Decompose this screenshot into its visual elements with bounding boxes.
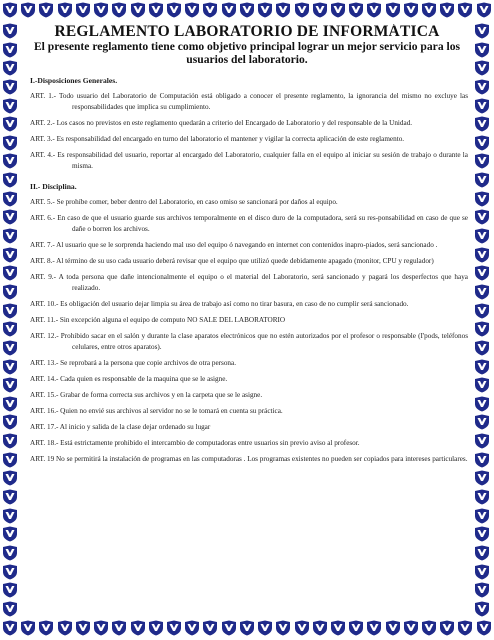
shield-icon <box>20 620 36 636</box>
shield-icon <box>202 2 218 18</box>
shield-icon <box>148 2 164 18</box>
shield-icon <box>93 620 109 636</box>
shield-icon <box>75 620 91 636</box>
shield-icon <box>439 2 455 18</box>
shield-icon <box>2 582 18 598</box>
shield-icon <box>474 247 490 263</box>
shield-icon <box>474 340 490 356</box>
shield-icon <box>2 414 18 430</box>
shield-icon <box>474 601 490 617</box>
shield-icon <box>257 2 273 18</box>
shield-icon <box>474 470 490 486</box>
article: ART. 9.- A toda persona que dañe intencionalmente el equipo o el material del Laboratorio, será sancionado y pagará los desperfectos que haya realizado. <box>30 273 468 292</box>
shield-icon <box>148 620 164 636</box>
shield-icon <box>38 620 54 636</box>
article: ART. 10.- Es obligación del usuario dejar limpia su área de trabajo así como no tirar basura, en caso de no cumplir será sancionado. <box>30 300 409 308</box>
shield-icon <box>2 620 18 636</box>
shield-icon <box>57 2 73 18</box>
shield-icon <box>474 153 490 169</box>
shield-icon <box>474 191 490 207</box>
shield-icon <box>474 545 490 561</box>
shield-icon <box>2 321 18 337</box>
shield-icon <box>474 135 490 151</box>
shield-icon <box>474 359 490 375</box>
article: ART. 8.- Al término de su uso cada usuario deberá revisar que el equipo que utilizó quede debidamente apagado (monitor, CPU y regulador) <box>30 257 434 265</box>
shield-icon <box>2 303 18 319</box>
shield-icon <box>348 2 364 18</box>
shield-icon <box>2 564 18 580</box>
document-title: REGLAMENTO LABORATORIO DE INFORMÁTICA <box>54 24 440 40</box>
shield-icon <box>2 508 18 524</box>
shield-icon <box>2 42 18 58</box>
article: ART. 5.- Se prohíbe comer, beber dentro del Laboratorio, en caso omiso se sancionará por daños al equipo. <box>30 198 338 206</box>
shield-icon <box>2 209 18 225</box>
shield-icon <box>330 2 346 18</box>
shield-icon <box>2 489 18 505</box>
shield-icon <box>2 60 18 76</box>
shield-icon <box>275 2 291 18</box>
shield-icon <box>2 601 18 617</box>
shield-icon <box>221 620 237 636</box>
shield-icon <box>457 2 473 18</box>
article: ART. 7.- Al usuario que se le sorprenda haciendo mal uso del equipo ó navegando en internet con contenidos inapro-piados, será sancionado . <box>30 241 438 249</box>
shield-icon <box>474 433 490 449</box>
article: ART. 12.- Prohibido sacar en el salón y durante la clase aparatos electrónicos que no estén autorizados por el profesor o responsable (I'pods, teléfonos celulares, entre otros aparatos). <box>30 332 468 351</box>
shield-icon <box>2 452 18 468</box>
shield-icon <box>439 620 455 636</box>
article: ART. 3.- Es responsabilidad del encargado en turno del laboratorio el mantener y vigilar la correcta aplicación de este reglamento. <box>30 135 405 143</box>
shield-icon <box>385 620 401 636</box>
shield-icon <box>20 2 36 18</box>
shield-icon <box>476 620 492 636</box>
shield-icon <box>2 284 18 300</box>
article: ART. 14.- Cada quien es responsable de la maquina que se le asigne. <box>30 375 228 383</box>
shield-icon <box>2 172 18 188</box>
shield-icon <box>474 265 490 281</box>
shield-icon <box>403 2 419 18</box>
shield-icon <box>2 470 18 486</box>
shield-icon <box>474 98 490 114</box>
shield-icon <box>2 265 18 281</box>
shield-icon <box>239 2 255 18</box>
shield-icon <box>2 135 18 151</box>
shield-icon <box>474 321 490 337</box>
shield-icon <box>474 508 490 524</box>
article: ART. 18.- Está estrictamente prohibido el intercambio de computadoras entre usuarios sin previo aviso al profesor. <box>30 439 360 447</box>
shield-icon <box>474 489 490 505</box>
shield-icon <box>476 2 492 18</box>
shield-icon <box>2 433 18 449</box>
border-right <box>474 20 492 620</box>
shield-icon <box>474 377 490 393</box>
shield-icon <box>474 228 490 244</box>
shield-icon <box>474 526 490 542</box>
shield-icon <box>474 79 490 95</box>
shield-icon <box>111 2 127 18</box>
section-heading: I.-Disposiciones Generales. <box>30 76 118 85</box>
shield-icon <box>2 153 18 169</box>
shield-icon <box>2 228 18 244</box>
border-bottom <box>0 620 494 638</box>
shield-icon <box>294 2 310 18</box>
shield-icon <box>257 620 273 636</box>
shield-icon <box>474 284 490 300</box>
shield-icon <box>2 247 18 263</box>
shield-icon <box>2 396 18 412</box>
shield-icon <box>474 60 490 76</box>
border-top <box>0 2 494 20</box>
article: ART. 1.- Todo usuario del Laboratorio de Computación está obligado a conocer el presente reglamento, la ignorancia del mismo no excluye las responsabilidades que implica su cumplimiento. <box>30 92 468 111</box>
shield-icon <box>93 2 109 18</box>
article: ART. 6.- En caso de que el usuario guarde sus archivos temporalmente en el disco duro de la computadora, será su res-ponsabilidad en caso de que se dañe o borren los archivos. <box>30 214 468 233</box>
article: ART. 13.- Se reprobará a la persona que copie archivos de otra persona. <box>30 359 236 367</box>
shield-icon <box>38 2 54 18</box>
article: ART. 19 No se permitirá la instalación de programas en las computadoras . Los programas existentes no pueden ser copiados para intereses particulares. <box>30 455 468 463</box>
shield-icon <box>2 116 18 132</box>
shield-icon <box>221 2 237 18</box>
shield-icon <box>312 620 328 636</box>
border-left <box>2 20 20 620</box>
shield-icon <box>57 620 73 636</box>
shield-icon <box>474 582 490 598</box>
shield-icon <box>184 620 200 636</box>
shield-icon <box>348 620 364 636</box>
shield-icon <box>474 42 490 58</box>
shield-icon <box>2 98 18 114</box>
shield-icon <box>2 23 18 39</box>
shield-icon <box>474 564 490 580</box>
shield-icon <box>202 620 218 636</box>
shield-icon <box>2 340 18 356</box>
shield-icon <box>474 452 490 468</box>
shield-icon <box>2 191 18 207</box>
shield-icon <box>166 2 182 18</box>
article: ART. 16.- Quien no envié sus archivos al servidor no se le tomará en cuenta su práctica. <box>30 407 283 415</box>
article: ART. 2.- Los casos no previstos en este reglamento quedarán a criterio del Encargado de Laboratorio y del responsable de la Unidad. <box>30 119 413 127</box>
shield-icon <box>130 2 146 18</box>
shield-icon <box>294 620 310 636</box>
shield-icon <box>2 377 18 393</box>
article: ART. 17.- Al inicio y salida de la clase dejar ordenado su lugar <box>30 423 211 431</box>
shield-icon <box>184 2 200 18</box>
shield-icon <box>474 172 490 188</box>
shield-icon <box>474 303 490 319</box>
article: ART. 4.- Es responsabilidad del usuario, reportar al encargado del Laboratorio, cualquier falla en el equipo al iniciar su sesión de trabajo o durante la misma. <box>30 151 468 170</box>
shield-icon <box>2 79 18 95</box>
article: ART. 11.- Sin excepción alguna el equipo de computo NO SALE DEL LABORATORIO <box>30 316 286 324</box>
shield-icon <box>2 545 18 561</box>
shield-icon <box>130 620 146 636</box>
shield-icon <box>75 2 91 18</box>
shield-icon <box>385 2 401 18</box>
shield-icon <box>166 620 182 636</box>
shield-icon <box>366 2 382 18</box>
shield-icon <box>457 620 473 636</box>
shield-icon <box>421 620 437 636</box>
article: ART. 15.- Grabar de forma correcta sus archivos y en la carpeta que se le asigne. <box>30 391 263 399</box>
shield-icon <box>474 23 490 39</box>
shield-icon <box>421 2 437 18</box>
document-subtitle: El presente reglamento tiene como objetivo principal lograr un mejor servicio para los usuarios del laboratorio. <box>33 40 461 66</box>
shield-icon <box>474 414 490 430</box>
shield-icon <box>474 396 490 412</box>
shield-icon <box>111 620 127 636</box>
shield-icon <box>312 2 328 18</box>
shield-icon <box>2 2 18 18</box>
section-heading: II.- Disciplina. <box>30 182 77 191</box>
shield-icon <box>474 116 490 132</box>
document-body <box>26 24 468 616</box>
shield-icon <box>239 620 255 636</box>
shield-icon <box>2 526 18 542</box>
shield-icon <box>474 209 490 225</box>
shield-icon <box>366 620 382 636</box>
shield-icon <box>403 620 419 636</box>
shield-icon <box>2 359 18 375</box>
shield-icon <box>330 620 346 636</box>
shield-icon <box>275 620 291 636</box>
